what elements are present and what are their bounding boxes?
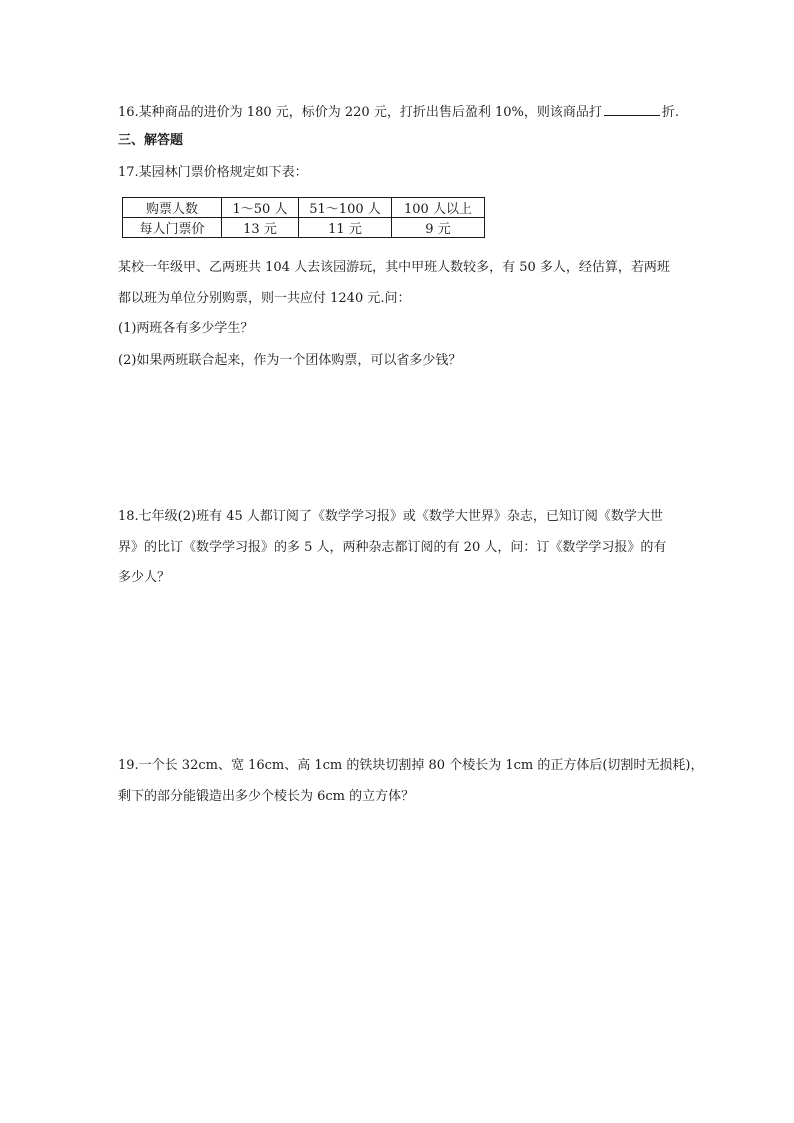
table-cell: 购票人数 [123, 198, 222, 218]
q16-line [118, 102, 679, 122]
table-row [123, 198, 485, 218]
q17-paragraph-line1: 某校一年级甲、乙两班共 104 人去该园游玩，其中甲班人数较多，有 50 多人，经估算，若两班 [118, 260, 670, 275]
table-cell: 13 元 [222, 218, 299, 238]
q18-line2: 界》的比订《数学学习报》的多 5 人，两种杂志都订阅的有 20 人，问：订《数学学习报》的有 [118, 540, 667, 555]
section-title: 三、解答题 [118, 133, 184, 148]
table-cell: 100 人以上 [392, 198, 485, 218]
q17-intro: 17.某园林门票价格规定如下表： [118, 165, 308, 180]
q16-text-end: 折. [661, 105, 679, 120]
q19-line1: 19.一个长 32cm、宽 16cm、高 1cm 的铁块切割掉 80 个棱长为 1cm 的正方体后(切割时无损耗)， [118, 758, 704, 773]
q16-text: 16.某种商品的进价为 180 元，标价为 220 元，打折出售后盈利 10%，则该商品打 [118, 105, 602, 120]
q18-line3: 多少人？ [118, 570, 171, 585]
q18-line1: 18.七年级(2)班有 45 人都订阅了《数学学习报》或《数学大世界》杂志，已知订阅《数学大世 [118, 509, 663, 524]
ticket-price-table [122, 197, 485, 238]
table-cell: 9 元 [392, 218, 485, 238]
table-cell: 11 元 [299, 218, 392, 238]
table-row [123, 218, 485, 238]
q17-paragraph-line2: 都以班为单位分别购票，则一共应付 1240 元.问： [118, 291, 411, 306]
answer-blank [604, 102, 660, 116]
table-cell: 51～100 人 [299, 198, 392, 218]
q17-subquestion-1: (1)两班各有多少学生？ [118, 321, 254, 336]
q19-line2: 剩下的部分能锻造出多少个棱长为 6cm 的立方体？ [118, 789, 415, 804]
q17-subquestion-2: (2)如果两班联合起来，作为一个团体购票，可以省多少钱？ [118, 353, 462, 368]
table-cell: 1～50 人 [222, 198, 299, 218]
table-cell: 每人门票价 [123, 218, 222, 238]
